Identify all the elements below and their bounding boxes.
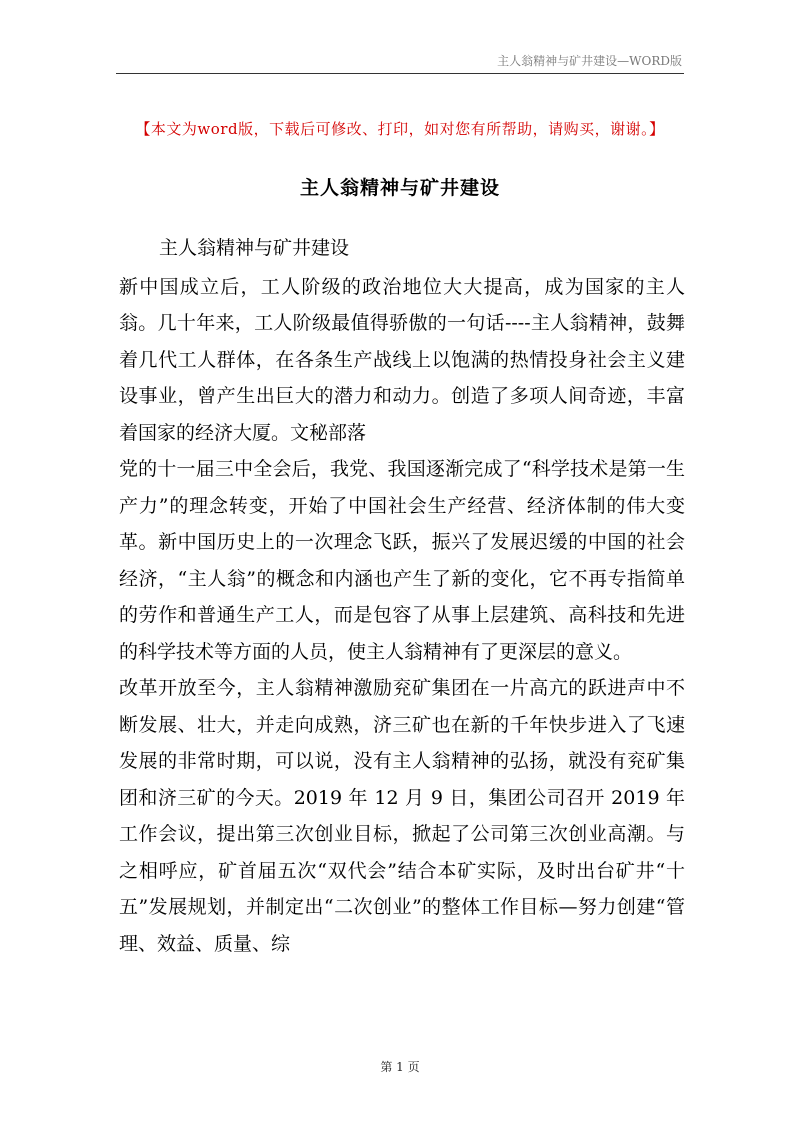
body-paragraph-2: 党的十一届三中全会后，我党、我国逐渐完成了“科学技术是第一生产力”的理念转变，开始了中国社会生产经营、经济体制的伟大变革。新中国历史上的一次理念飞跃，振兴了发展迟缓的中国的社会经济，“主人翁”的概念和内涵也产生了新的变化，它不再专指简单的劳作和普通生产工人，而是包容了从事上层建筑、高科技和先进的科学技术等方面的人员，使主人翁精神有了更深层的意义。	[119, 458, 685, 663]
document-body	[119, 230, 685, 962]
header-divider	[116, 73, 684, 74]
document-title: 主人翁精神与矿井建设	[299, 177, 500, 199]
body-paragraph-3: 改革开放至今，主人翁精神激励兖矿集团在一片高亢的跃进声中不断发展、壮大，并走向成熟，济三矿也在新的千年快步进入了飞速发展的非常时期，可以说，没有主人翁精神的弘扬，就没有兖矿集团和济三矿的今天。2019 年 12 月 9 日，集团公司召开 2019 年工作会议，提出第三次创业目标，掀起了公司第三次创业高潮。与之相呼应，矿首届五次“双代会”结合本矿实际，及时出台矿井“十五”发展规划，并制定出“二次创业”的整体工作目标—努力创建“管理、效益、质量、综	[119, 677, 685, 955]
page-number: 第 1 页	[380, 1060, 420, 1074]
document-subtitle: 主人翁精神与矿井建设	[159, 237, 350, 259]
body-paragraph-1: 新中国成立后，工人阶级的政治地位大大提高，成为国家的主人翁。几十年来，工人阶级最值得骄傲的一句话----主人翁精神，鼓舞着几代工人群体，在各条生产战线上以饱满的热情投身社会主义建设事业，曾产生出巨大的潜力和动力。创造了多项人间奇迹，丰富着国家的经济大厦。文秘部落	[119, 275, 685, 444]
purchase-notice: 【本文为word版，下载后可修改、打印，如对您有所帮助，请购买，谢谢。】	[135, 120, 665, 138]
running-header: 主人翁精神与矿井建设—WORD版	[497, 54, 682, 68]
